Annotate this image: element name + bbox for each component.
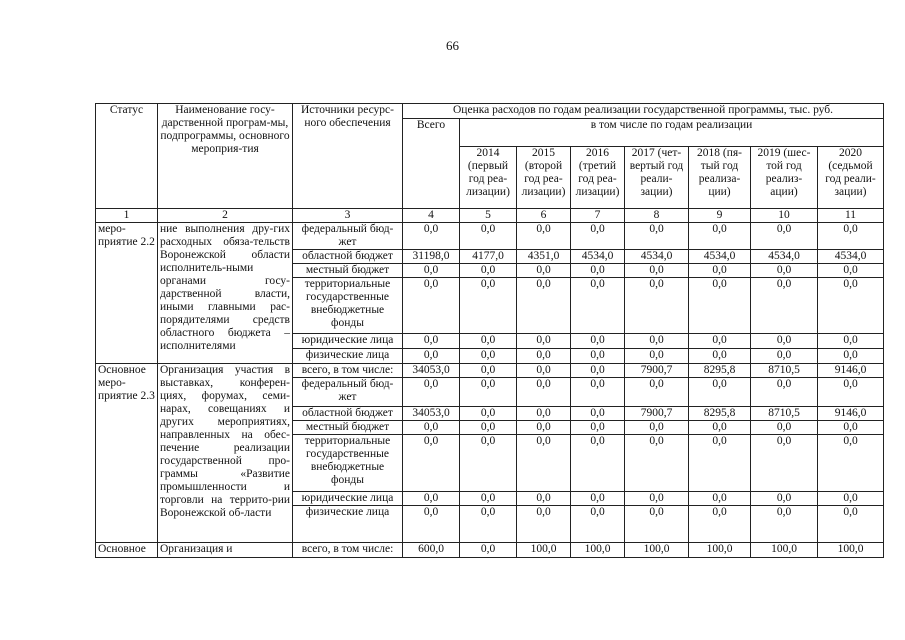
value-cell: 0,0 bbox=[403, 223, 460, 250]
value-cell: 0,0 bbox=[818, 435, 884, 492]
value-cell: 0,0 bbox=[403, 421, 460, 435]
value-cell: 0,0 bbox=[460, 421, 517, 435]
value-cell: 100,0 bbox=[625, 543, 689, 558]
header-year-2019: 2019 (шес-той год реализ-ации) bbox=[751, 147, 818, 209]
value-cell: 0,0 bbox=[460, 506, 517, 543]
value-cell: 4177,0 bbox=[460, 250, 517, 264]
value-cell: 0,0 bbox=[517, 349, 571, 364]
source-cell: всего, в том числе: bbox=[293, 364, 403, 378]
value-cell: 0,0 bbox=[818, 278, 884, 334]
header-by-years: в том числе по годам реализации bbox=[460, 119, 884, 147]
source-cell: юридические лица bbox=[293, 492, 403, 506]
value-cell: 0,0 bbox=[818, 349, 884, 364]
value-cell: 0,0 bbox=[571, 223, 625, 250]
header-year-2018: 2018 (пя-тый год реализа-ции) bbox=[689, 147, 751, 209]
value-cell: 0,0 bbox=[689, 492, 751, 506]
value-cell: 4534,0 bbox=[689, 250, 751, 264]
header-source: Источники ресурс-ного обеспечения bbox=[293, 104, 403, 209]
header-year-2015: 2015 (второй год реа-лизации) bbox=[517, 147, 571, 209]
value-cell: 7900,7 bbox=[625, 407, 689, 421]
header-name: Наименование госу-дарственной програм-мы, подпрограммы, основного мероприя-тия bbox=[158, 104, 293, 209]
row-status: Основное меро-приятие 2.3 bbox=[96, 364, 158, 543]
value-cell: 31198,0 bbox=[403, 250, 460, 264]
value-cell: 0,0 bbox=[571, 364, 625, 378]
source-cell: территориальные государственные внебюджетные фонды bbox=[293, 435, 403, 492]
source-cell: местный бюджет bbox=[293, 421, 403, 435]
value-cell: 0,0 bbox=[818, 506, 884, 543]
value-cell: 0,0 bbox=[571, 349, 625, 364]
value-cell: 8295,8 bbox=[689, 407, 751, 421]
value-cell: 100,0 bbox=[689, 543, 751, 558]
value-cell: 0,0 bbox=[517, 407, 571, 421]
value-cell: 9146,0 bbox=[818, 364, 884, 378]
col-number: 5 bbox=[460, 209, 517, 223]
value-cell: 0,0 bbox=[751, 334, 818, 349]
value-cell: 0,0 bbox=[751, 223, 818, 250]
value-cell: 0,0 bbox=[751, 506, 818, 543]
value-cell: 0,0 bbox=[751, 435, 818, 492]
value-cell: 0,0 bbox=[460, 492, 517, 506]
col-number: 1 bbox=[96, 209, 158, 223]
value-cell: 0,0 bbox=[571, 421, 625, 435]
value-cell: 0,0 bbox=[689, 378, 751, 407]
value-cell: 0,0 bbox=[751, 264, 818, 278]
value-cell: 0,0 bbox=[403, 334, 460, 349]
value-cell: 0,0 bbox=[689, 264, 751, 278]
col-number: 4 bbox=[403, 209, 460, 223]
value-cell: 0,0 bbox=[460, 278, 517, 334]
value-cell: 4534,0 bbox=[818, 250, 884, 264]
budget-table bbox=[95, 103, 884, 558]
page-number: 66 bbox=[446, 38, 459, 53]
value-cell: 0,0 bbox=[571, 435, 625, 492]
value-cell: 0,0 bbox=[460, 543, 517, 558]
value-cell: 0,0 bbox=[625, 349, 689, 364]
source-cell: физические лица bbox=[293, 349, 403, 364]
value-cell: 0,0 bbox=[689, 278, 751, 334]
value-cell: 34053,0 bbox=[403, 407, 460, 421]
value-cell: 0,0 bbox=[403, 506, 460, 543]
value-cell: 100,0 bbox=[571, 543, 625, 558]
header-total: Всего bbox=[403, 119, 460, 209]
value-cell: 0,0 bbox=[403, 278, 460, 334]
value-cell: 0,0 bbox=[517, 364, 571, 378]
value-cell: 0,0 bbox=[460, 223, 517, 250]
value-cell: 0,0 bbox=[460, 334, 517, 349]
value-cell: 0,0 bbox=[460, 435, 517, 492]
value-cell: 4534,0 bbox=[625, 250, 689, 264]
col-number: 2 bbox=[158, 209, 293, 223]
source-cell: федеральный бюд-жет bbox=[293, 378, 403, 407]
value-cell: 34053,0 bbox=[403, 364, 460, 378]
row-name: Организация и bbox=[158, 543, 293, 558]
value-cell: 0,0 bbox=[571, 264, 625, 278]
value-cell: 0,0 bbox=[689, 435, 751, 492]
source-cell: всего, в том числе: bbox=[293, 543, 403, 558]
value-cell: 0,0 bbox=[689, 506, 751, 543]
value-cell: 7900,7 bbox=[625, 364, 689, 378]
value-cell: 0,0 bbox=[625, 223, 689, 250]
col-number: 6 bbox=[517, 209, 571, 223]
col-number: 11 bbox=[818, 209, 884, 223]
value-cell: 0,0 bbox=[403, 378, 460, 407]
col-number: 9 bbox=[689, 209, 751, 223]
value-cell: 0,0 bbox=[625, 264, 689, 278]
header-status: Статус bbox=[96, 104, 158, 209]
value-cell: 0,0 bbox=[625, 492, 689, 506]
value-cell: 0,0 bbox=[625, 435, 689, 492]
value-cell: 0,0 bbox=[625, 421, 689, 435]
value-cell: 0,0 bbox=[403, 349, 460, 364]
value-cell: 0,0 bbox=[403, 492, 460, 506]
value-cell: 0,0 bbox=[751, 421, 818, 435]
source-cell: территориальные государственные внебюджетные фонды bbox=[293, 278, 403, 334]
value-cell: 0,0 bbox=[517, 506, 571, 543]
value-cell: 100,0 bbox=[751, 543, 818, 558]
col-number: 7 bbox=[571, 209, 625, 223]
row-name: Организация участия в выставках, конферен-циях, форумах, семи-нарах, совещаниях и других мероприятиях, направленных на обес-печение реализации государственной про-граммы «Развитие промышленности и торговли на террито-рии Воронежской об-ласти bbox=[158, 364, 293, 543]
value-cell: 0,0 bbox=[751, 378, 818, 407]
value-cell: 0,0 bbox=[818, 223, 884, 250]
value-cell: 9146,0 bbox=[818, 407, 884, 421]
header-estimate: Оценка расходов по годам реализации государственной программы, тыс. руб. bbox=[403, 104, 884, 119]
row-status: Основное bbox=[96, 543, 158, 558]
value-cell: 4351,0 bbox=[517, 250, 571, 264]
value-cell: 8295,8 bbox=[689, 364, 751, 378]
value-cell: 0,0 bbox=[517, 421, 571, 435]
value-cell: 0,0 bbox=[460, 264, 517, 278]
value-cell: 8710,5 bbox=[751, 364, 818, 378]
value-cell: 0,0 bbox=[689, 421, 751, 435]
source-cell: федеральный бюд-жет bbox=[293, 223, 403, 250]
value-cell: 0,0 bbox=[517, 492, 571, 506]
value-cell: 0,0 bbox=[460, 378, 517, 407]
value-cell: 0,0 bbox=[517, 264, 571, 278]
row-status: меро-приятие 2.2 bbox=[96, 223, 158, 364]
value-cell: 0,0 bbox=[689, 334, 751, 349]
source-cell: местный бюджет bbox=[293, 264, 403, 278]
value-cell: 600,0 bbox=[403, 543, 460, 558]
col-number: 10 bbox=[751, 209, 818, 223]
value-cell: 0,0 bbox=[818, 334, 884, 349]
value-cell: 0,0 bbox=[571, 334, 625, 349]
value-cell: 4534,0 bbox=[571, 250, 625, 264]
value-cell: 0,0 bbox=[625, 378, 689, 407]
col-number: 8 bbox=[625, 209, 689, 223]
value-cell: 4534,0 bbox=[751, 250, 818, 264]
value-cell: 0,0 bbox=[517, 435, 571, 492]
value-cell: 0,0 bbox=[571, 278, 625, 334]
value-cell: 0,0 bbox=[751, 349, 818, 364]
row-name: ние выполнения дру-гих расходных обяза-тельств Воронежской области исполнитель-ными органами госу-дарственной власти, иными главными рас-порядителями средств областного бюджета – исполнителями bbox=[158, 223, 293, 364]
header-year-2017: 2017 (чет-вертый год реали-зации) bbox=[625, 147, 689, 209]
value-cell: 0,0 bbox=[818, 492, 884, 506]
source-cell: физические лица bbox=[293, 506, 403, 543]
header-year-2016: 2016 (третий год реа-лизации) bbox=[571, 147, 625, 209]
value-cell: 0,0 bbox=[517, 223, 571, 250]
value-cell: 0,0 bbox=[571, 506, 625, 543]
value-cell: 0,0 bbox=[403, 264, 460, 278]
value-cell: 0,0 bbox=[403, 435, 460, 492]
value-cell: 0,0 bbox=[751, 278, 818, 334]
source-cell: областной бюджет bbox=[293, 407, 403, 421]
value-cell: 8710,5 bbox=[751, 407, 818, 421]
header-year-2014: 2014 (первый год реа-лизации) bbox=[460, 147, 517, 209]
value-cell: 0,0 bbox=[625, 334, 689, 349]
value-cell: 0,0 bbox=[751, 492, 818, 506]
value-cell: 0,0 bbox=[818, 264, 884, 278]
value-cell: 0,0 bbox=[625, 506, 689, 543]
header-year-2020: 2020 (седьмой год реали-зации) bbox=[818, 147, 884, 209]
value-cell: 0,0 bbox=[571, 492, 625, 506]
value-cell: 0,0 bbox=[517, 334, 571, 349]
value-cell: 100,0 bbox=[818, 543, 884, 558]
value-cell: 0,0 bbox=[689, 349, 751, 364]
source-cell: юридические лица bbox=[293, 334, 403, 349]
col-number: 3 bbox=[293, 209, 403, 223]
value-cell: 0,0 bbox=[818, 378, 884, 407]
value-cell: 100,0 bbox=[517, 543, 571, 558]
value-cell: 0,0 bbox=[571, 378, 625, 407]
value-cell: 0,0 bbox=[818, 421, 884, 435]
value-cell: 0,0 bbox=[625, 278, 689, 334]
value-cell: 0,0 bbox=[689, 223, 751, 250]
value-cell: 0,0 bbox=[517, 278, 571, 334]
value-cell: 0,0 bbox=[517, 378, 571, 407]
value-cell: 0,0 bbox=[571, 407, 625, 421]
value-cell: 0,0 bbox=[460, 364, 517, 378]
source-cell: областной бюджет bbox=[293, 250, 403, 264]
value-cell: 0,0 bbox=[460, 407, 517, 421]
value-cell: 0,0 bbox=[460, 349, 517, 364]
